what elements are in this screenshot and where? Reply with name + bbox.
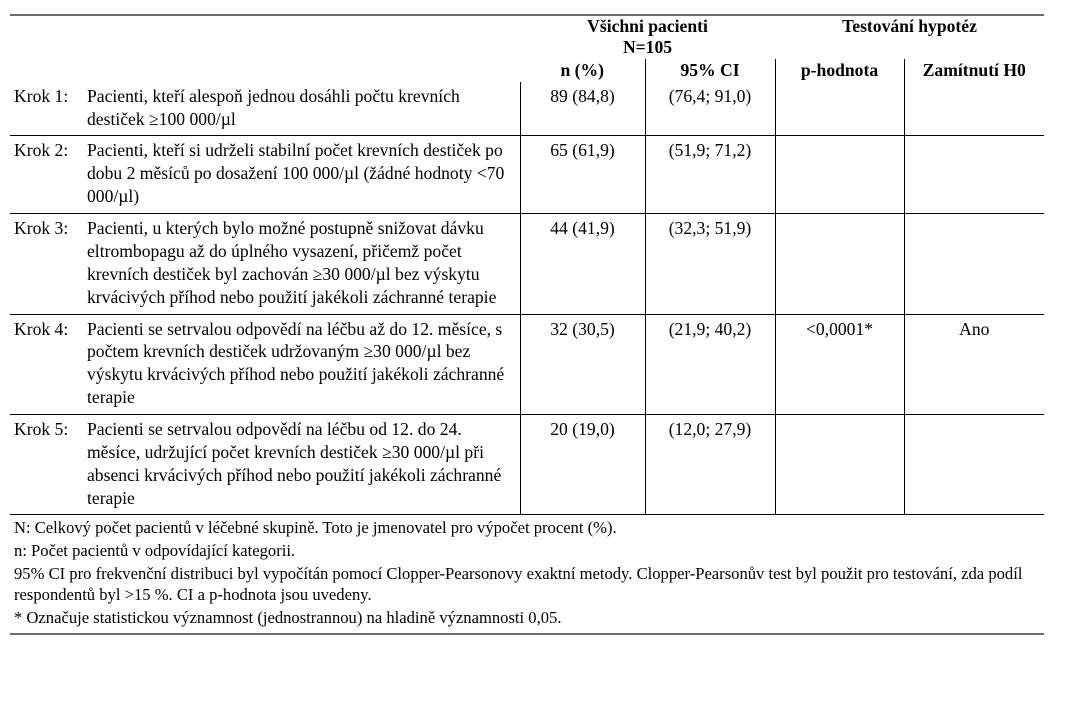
header-col-p-value: p-hodnota xyxy=(775,59,904,82)
row-p-value-cell xyxy=(775,214,904,314)
footnote-n-capital: N: Celkový počet pacientů v léčebné skupině. Toto je jmenovatel pro výpočet procent (%). xyxy=(14,518,617,538)
row-reject-h0-cell xyxy=(904,136,1044,214)
row-description-cell xyxy=(10,82,520,136)
step-text: Pacienti se setrvalou odpovědí na léčbu až do 12. měsíce, s počtem krevních destiček udržovaným ≥30 000/µl bez výskytu krvácivých příhod nebo použití jakékoli záchranné terapie xyxy=(87,318,505,408)
table-row xyxy=(10,414,1044,514)
row-reject-h0-cell: Ano xyxy=(904,314,1044,414)
header-col-n-percent: n (%) xyxy=(520,59,645,82)
response-to-treatment-table xyxy=(10,14,1044,635)
step-text: Pacienti, u kterých bylo možné postupně snižovat dávku eltrombopagu až do úplného vysazení, přičemž počet krevních destiček byl zachován ≥30 000/µl bez výskytu krvácivých příhod nebo použití jakékoli záchranné terapie xyxy=(87,218,497,307)
row-ci-cell: (12,0; 27,9) xyxy=(645,414,775,514)
step-text: Pacienti se setrvalou odpovědí na léčbu od 12. do 24. měsíce, udržující počet krevních destiček ≥30 000/µl při absenci krvácivých příhod nebo použití jakékoli záchranné terapie xyxy=(87,418,502,508)
footnote-asterisk: * Označuje statistickou významnost (jednostrannou) na hladině významnosti 0,05. xyxy=(14,607,562,627)
table-footnotes-cell xyxy=(10,515,1044,634)
table-body xyxy=(10,82,1044,634)
step-label: Krok 5: xyxy=(14,418,69,439)
row-reject-h0-cell xyxy=(904,414,1044,514)
header-group-all-patients-line2: N=105 xyxy=(622,37,673,58)
row-p-value-cell xyxy=(775,82,904,136)
header-col-95-ci: 95% CI xyxy=(645,59,775,82)
table-row xyxy=(10,136,1044,214)
row-ci-cell: (32,3; 51,9) xyxy=(645,214,775,314)
step-label: Krok 2: xyxy=(14,140,69,161)
step-text: Pacienti, kteří alespoň jednou dosáhli počtu krevních destiček ≥100 000/µl xyxy=(87,85,460,129)
row-n-percent-cell: 65 (61,9) xyxy=(520,136,645,214)
step-description xyxy=(14,318,514,409)
footnote-ci-method: 95% CI pro frekvenční distribuci byl vypočítán pomocí Clopper-Pearsonovy exaktní metody. Clopper-Pearsonův test byl použit pro testování, zda podíl respondentů byl >15 %. CI a p-hodnota jsou uvedeny. xyxy=(14,563,1023,605)
header-col-reject-h0: Zamítnutí H0 xyxy=(922,59,1026,80)
table-row xyxy=(10,214,1044,314)
footnotes xyxy=(14,517,1040,628)
footnote-n-lower: n: Počet pacientů v odpovídající kategorii. xyxy=(14,540,296,560)
step-label: Krok 1: xyxy=(14,85,69,106)
row-description-cell xyxy=(10,214,520,314)
step-label: Krok 3: xyxy=(14,218,69,239)
row-ci-cell: (51,9; 71,2) xyxy=(645,136,775,214)
step-description xyxy=(14,85,514,131)
step-description xyxy=(14,418,514,509)
table-row xyxy=(10,82,1044,136)
row-p-value-cell: <0,0001* xyxy=(775,314,904,414)
row-n-percent-cell: 44 (41,9) xyxy=(520,214,645,314)
step-description xyxy=(14,217,514,308)
row-description-cell xyxy=(10,136,520,214)
row-p-value-cell xyxy=(775,414,904,514)
row-ci-cell: (21,9; 40,2) xyxy=(645,314,775,414)
table-row xyxy=(10,314,1044,414)
table-header xyxy=(10,15,1044,82)
row-reject-h0-cell xyxy=(904,214,1044,314)
header-group-all-patients-line1: Všichni pacienti xyxy=(587,16,708,36)
row-ci-cell: (76,4; 91,0) xyxy=(645,82,775,136)
statistics-table-container xyxy=(10,14,1044,635)
step-description xyxy=(14,139,514,208)
header-group-all-patients xyxy=(520,15,775,59)
step-label: Krok 4: xyxy=(14,318,69,339)
row-description-cell xyxy=(10,314,520,414)
row-n-percent-cell: 89 (84,8) xyxy=(520,82,645,136)
row-description-cell xyxy=(10,414,520,514)
header-group-hypothesis-testing: Testování hypotéz xyxy=(842,16,977,36)
row-n-percent-cell: 20 (19,0) xyxy=(520,414,645,514)
step-text: Pacienti, kteří si udrželi stabilní počet krevních destiček po dobu 2 měsíců po dosažení 100 000/µl (žádné hodnoty <70 000/µl) xyxy=(87,140,505,207)
row-reject-h0-cell xyxy=(904,82,1044,136)
row-p-value-cell xyxy=(775,136,904,214)
header-description-blank xyxy=(10,15,520,82)
header-group-row xyxy=(10,15,1044,59)
row-n-percent-cell: 32 (30,5) xyxy=(520,314,645,414)
table-footnotes-row xyxy=(10,515,1044,634)
